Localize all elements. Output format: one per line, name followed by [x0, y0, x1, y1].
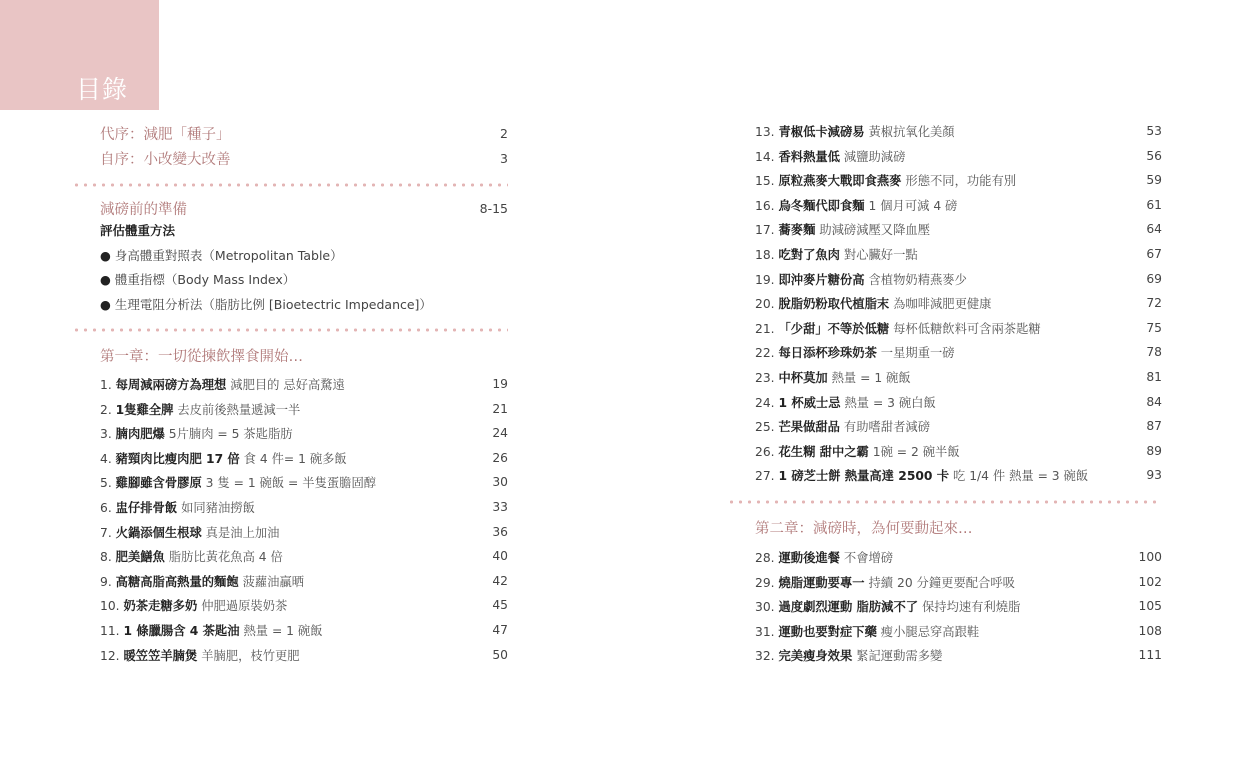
entry-title: 花生糊 甜中之霸	[778, 444, 869, 459]
entry-number: 1.	[100, 378, 112, 392]
page-number: 24	[492, 426, 508, 441]
toc-entry[interactable]	[755, 367, 1162, 387]
entry-number: 27.	[755, 469, 775, 484]
toc-entry[interactable]	[755, 547, 1162, 567]
entry-number: 6.	[100, 501, 112, 515]
page-number: 50	[492, 647, 508, 662]
entry-number: 18.	[755, 248, 775, 262]
entry-number: 32.	[755, 649, 775, 664]
entry-number: 12.	[100, 648, 120, 663]
entry-description: 減肥目的 忌好高騖遠	[230, 378, 345, 392]
page-title: 目錄	[76, 75, 129, 104]
entry-description: 去皮前後熱量遞減一半	[177, 402, 301, 417]
page-number: 72	[1146, 296, 1162, 311]
entry-number: 19.	[755, 272, 775, 287]
toc-entry[interactable]	[755, 170, 1162, 190]
entry-description: 吃 1/4 件 熱量 = 3 碗飯	[952, 469, 1089, 484]
entry-description: 為咖啡減肥更健康	[893, 297, 992, 312]
toc-entry[interactable]	[755, 121, 1162, 141]
toc-entry[interactable]	[755, 293, 1162, 313]
page-number: 26	[492, 450, 508, 465]
entry-number: 9.	[100, 574, 112, 589]
entry-description: 持續 20 分鐘更要配合呼吸	[868, 575, 1015, 590]
page-number: 87	[1146, 419, 1162, 434]
bullet-item: ● 身高體重對照表（Metropolitan Table）	[100, 248, 343, 263]
toc-entry[interactable]	[755, 645, 1162, 665]
entry-number: 26.	[755, 444, 775, 459]
toc-entry[interactable]	[100, 645, 508, 665]
page-number: 59	[1146, 173, 1162, 188]
toc-entry[interactable]	[100, 399, 508, 419]
entry-number: 23.	[755, 371, 775, 385]
page-number: 21	[492, 401, 508, 416]
page-number: 78	[1146, 345, 1162, 360]
page-number: 30	[492, 475, 508, 490]
entry-title: 吃對了魚肉	[778, 248, 840, 262]
page-number: 45	[492, 598, 508, 613]
entry-title: 中杯莫加	[778, 371, 828, 385]
page-number: 100	[1138, 550, 1162, 564]
entry-title: 豬頸肉比瘦肉肥 17 倍	[115, 451, 240, 466]
toc-entry[interactable]	[755, 441, 1162, 461]
page-number: 8-15	[479, 200, 508, 216]
entry-title: 原粒燕麥大戰即食燕麥	[778, 174, 902, 189]
entry-title: 即沖麥片糖份高	[778, 272, 865, 287]
page-number: 36	[492, 524, 508, 539]
entry-title: 盅仔排骨飯	[115, 501, 178, 515]
entry-number: 14.	[755, 149, 775, 164]
preface-entry[interactable]	[100, 121, 508, 145]
entry-description: 保持均速有利燒脂	[921, 600, 1021, 615]
entry-description: 3 隻 = 1 碗飯 = 半隻蛋膽固醇	[205, 476, 377, 491]
entry-description: 脂肪比黃花魚高 4 倍	[168, 550, 283, 565]
entry-title: 1隻雞全脾	[115, 402, 174, 417]
chapter-heading[interactable]	[100, 343, 508, 367]
entry-description: 5片腩肉 = 5 茶匙脂肪	[168, 427, 293, 442]
dotted-divider	[72, 328, 508, 332]
toc-entry[interactable]	[100, 522, 508, 542]
toc-entry[interactable]	[100, 423, 508, 443]
entry-number: 28.	[755, 551, 775, 565]
page-number: 93	[1146, 468, 1162, 483]
toc-entry[interactable]	[100, 571, 508, 591]
entry-title: 脫脂奶粉取代植脂末	[778, 297, 890, 312]
entry-description: 真是油上加油	[205, 525, 280, 540]
entry-title: 運動後進餐	[778, 551, 840, 565]
entry-title: 每周減兩磅方為理想	[115, 378, 227, 392]
entry-title: 火鍋添個生根球	[115, 525, 202, 540]
toc-entry[interactable]	[755, 219, 1162, 239]
page-number: 105	[1138, 599, 1162, 614]
page-number: 19	[492, 377, 508, 391]
page-number: 81	[1146, 370, 1162, 384]
bullet-icon: ●	[100, 248, 111, 263]
entry-title: 「少甜」不等於低糖	[778, 321, 890, 336]
entry-title: 1 杯威士忌	[778, 395, 841, 410]
toc-entry[interactable]	[100, 374, 508, 394]
entry-title: 奶茶走糖多奶	[123, 599, 198, 614]
entry-description: 減鹽助減磅	[843, 149, 906, 164]
entry-description: 瘦小腿忌穿高跟鞋	[880, 624, 980, 639]
toc-entry[interactable]	[755, 392, 1162, 412]
preface-entry[interactable]	[100, 146, 508, 170]
entry-description: 有助嗜甜者減磅	[843, 420, 930, 435]
chapter-title: 第二章：減磅時，為何要動起來…	[755, 520, 973, 537]
entry-title: 1 磅芝士餅 熱量高達 2500 卡	[778, 469, 950, 484]
toc-entry[interactable]	[100, 497, 508, 517]
entry-title: 烏冬麵代即食麵	[778, 198, 865, 213]
dotted-divider	[72, 183, 508, 187]
toc-entry[interactable]	[100, 448, 508, 468]
page-number: 42	[492, 573, 508, 588]
entry-description: 不會增磅	[843, 551, 894, 565]
chapter-heading[interactable]	[755, 515, 1162, 539]
toc-entry[interactable]	[755, 146, 1162, 166]
entry-number: 16.	[755, 198, 775, 213]
entry-description: 1 個月可減 4 磅	[868, 198, 958, 213]
entry-number: 15.	[755, 174, 775, 189]
entry-number: 13.	[755, 125, 775, 139]
entry-title: 腩肉肥爆	[115, 427, 165, 442]
toc-entry[interactable]	[100, 546, 508, 566]
section-heading[interactable]	[100, 196, 508, 220]
entry-description: 緊記運動需多變	[856, 649, 943, 664]
page-number: 111	[1138, 648, 1162, 663]
entry-title: 運動也要對症下藥	[778, 624, 877, 639]
toc-entry[interactable]	[755, 342, 1162, 362]
subheading: 評估體重方法	[100, 223, 176, 238]
toc-entry[interactable]	[100, 595, 508, 615]
entry-number: 5.	[100, 476, 112, 491]
toc-entry[interactable]	[755, 416, 1162, 436]
entry-number: 21.	[755, 321, 775, 336]
page-number: 33	[492, 500, 508, 514]
entry-description: 如同豬油撈飯	[181, 501, 255, 515]
toc-entry[interactable]	[755, 596, 1162, 616]
page-number: 3	[500, 150, 508, 166]
page-number: 47	[492, 623, 508, 637]
toc-entry[interactable]	[755, 572, 1162, 592]
entry-number: 24.	[755, 395, 775, 410]
page-number: 61	[1146, 197, 1162, 212]
entry-number: 11.	[100, 624, 120, 638]
page-number: 89	[1146, 443, 1162, 458]
entry-description: 熱量 = 1 碗飯	[831, 371, 911, 385]
toc-entry[interactable]	[100, 620, 508, 640]
page-number: 2	[500, 125, 508, 141]
entry-number: 22.	[755, 346, 775, 361]
toc-entry[interactable]	[755, 244, 1162, 264]
preface-label: 代序：減肥「種子」	[100, 126, 231, 143]
toc-entry[interactable]	[755, 465, 1162, 485]
entry-description: 助減磅減壓又降血壓	[819, 223, 930, 238]
bullet-item: ● 生理電阻分析法（脂肪比例 [Bioetectric Impedance]）	[100, 297, 432, 312]
page-number: 84	[1146, 394, 1162, 409]
page-number: 69	[1146, 271, 1162, 286]
entry-title: 香料熱量低	[778, 149, 840, 164]
entry-number: 29.	[755, 575, 775, 590]
entry-description: 一星期重一磅	[880, 346, 955, 361]
entry-title: 雞腳雖含骨膠原	[115, 476, 202, 491]
entry-title: 芒果做甜品	[778, 420, 840, 435]
entry-description: 1碗 = 2 碗半飯	[872, 444, 960, 459]
page-number: 102	[1138, 574, 1162, 589]
page-number: 53	[1146, 124, 1162, 138]
toc-entry[interactable]	[755, 318, 1162, 338]
entry-description: 熱量 = 1 碗飯	[243, 624, 323, 638]
toc-entry[interactable]	[100, 472, 508, 492]
entry-number: 3.	[100, 427, 112, 442]
page-number: 75	[1146, 320, 1162, 335]
entry-description: 形態不同，功能有別	[905, 174, 1017, 189]
page-number: 108	[1138, 623, 1162, 638]
entry-title: 青椒低卡減磅易	[778, 125, 865, 139]
toc-entry[interactable]	[755, 269, 1162, 289]
entry-title: 肥美鱔魚	[115, 550, 165, 565]
entry-description: 仲肥過原裝奶茶	[201, 599, 288, 614]
bullet-icon: ●	[100, 297, 111, 312]
entry-title: 每日添杯珍珠奶茶	[778, 346, 877, 361]
entry-description: 對心臟好一點	[843, 248, 918, 262]
toc-entry[interactable]	[755, 621, 1162, 641]
entry-title: 燒脂運動要專一	[778, 575, 865, 590]
entry-number: 10.	[100, 599, 120, 614]
entry-title: 過度劇烈運動 脂肪減不了	[778, 600, 919, 615]
section-title: 減磅前的準備	[100, 201, 187, 218]
entry-description: 羊腩肥，枝竹更肥	[201, 648, 300, 663]
entry-description: 熱量 = 3 碗白飯	[844, 395, 936, 410]
entry-number: 20.	[755, 297, 775, 312]
entry-description: 黃椒抗氧化美顏	[868, 125, 955, 139]
entry-number: 7.	[100, 525, 112, 540]
entry-number: 2.	[100, 402, 112, 417]
preface-label: 自序：小改變大改善	[100, 151, 231, 168]
entry-number: 25.	[755, 420, 775, 435]
entry-description: 含植物奶精燕麥少	[868, 272, 967, 287]
page-number: 56	[1146, 148, 1162, 163]
entry-number: 8.	[100, 550, 112, 565]
entry-description: 菠蘿油贏晒	[242, 574, 305, 589]
entry-description: 食 4 件= 1 碗多飯	[243, 451, 347, 466]
entry-number: 31.	[755, 624, 775, 639]
entry-title: 1 條臘腸含 4 茶匙油	[123, 624, 240, 638]
bullet-icon: ●	[100, 272, 111, 287]
toc-entry[interactable]	[755, 195, 1162, 215]
entry-title: 高糖高脂高熱量的麵飽	[115, 574, 239, 589]
dotted-divider	[727, 500, 1162, 504]
entry-title: 暖笠笠羊腩煲	[123, 648, 198, 663]
page-number: 64	[1146, 222, 1162, 237]
entry-title: 蕎麥麵	[778, 223, 816, 238]
bullet-item: ● 體重指標（Body Mass Index）	[100, 272, 296, 287]
page-number: 67	[1146, 247, 1162, 261]
entry-description: 每杯低糖飲料可含兩茶匙糖	[893, 321, 1041, 336]
entry-title: 完美瘦身效果	[778, 649, 853, 664]
entry-number: 17.	[755, 223, 775, 238]
entry-number: 4.	[100, 451, 112, 466]
page-number: 40	[492, 549, 508, 564]
chapter-title: 第一章：一切從揀飲擇食開始…	[100, 348, 303, 365]
entry-number: 30.	[755, 600, 775, 615]
